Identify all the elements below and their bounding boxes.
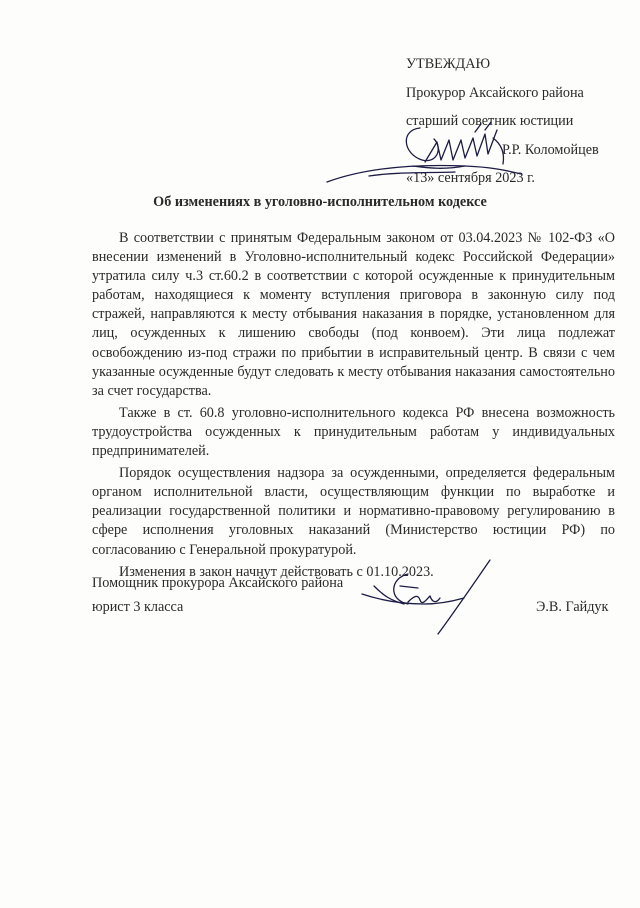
approval-title: УТВЕЖДАЮ [406, 56, 491, 72]
approval-date: «13» сентября 2023 г. [406, 170, 535, 186]
approval-rank: старший советник юстиции [406, 113, 574, 129]
paragraph: Порядок осуществления надзора за осужденными, определяется федеральным органом исполнительной власти, осуществляющим функции по выработке и реализации государственной политики и нормативно-правовому регулированию в сфере исполнения уголовных наказаний (Министерство юстиции РФ) по согласованию с Генеральной прокуратурой. [92, 465, 615, 558]
approval-name: Р.Р. Коломойцев [502, 141, 599, 158]
paragraph: В соответствии с принятым Федеральным законом от 03.04.2023 № 102-ФЗ «О внесении изменений в Уголовно-исполнительный кодекс Российской Федерации» утратила силу ч.3 ст.60.2 в соответствии с которой осужденные к принудительным работам, находящиеся к моменту вступления приговора в законную силу под стражей, направляются к месту отбывания наказания в порядке, установленном для лиц, осужденных к лишению свободы (под конвоем). Эти лица подлежат освобождению из-под стражи по прибытии в исправительный центр. В связи с чем указанные осужденные будут следовать к месту отбывания наказания самостоятельно за счет государства. [92, 230, 615, 399]
signer-position: Помощник прокурора Аксайского района [92, 575, 344, 591]
approval-position: Прокурор Аксайского района [406, 84, 584, 101]
document-title: Об изменениях в уголовно-исполнительном кодексе [153, 194, 487, 210]
signer-rank: юрист 3 класса [92, 599, 184, 615]
approval-block [406, 50, 599, 193]
document-body [92, 229, 615, 582]
paragraph: Также в ст. 60.8 уголовно-исполнительного кодекса РФ внесена возможность трудоустройства осужденных к принудительным работам у индивидуальных предпринимателей. [92, 404, 615, 460]
paragraph: Изменения в закон начнут действовать с 01.10.2023. [119, 563, 434, 580]
signer-name: Э.В. Гайдук [536, 599, 609, 615]
